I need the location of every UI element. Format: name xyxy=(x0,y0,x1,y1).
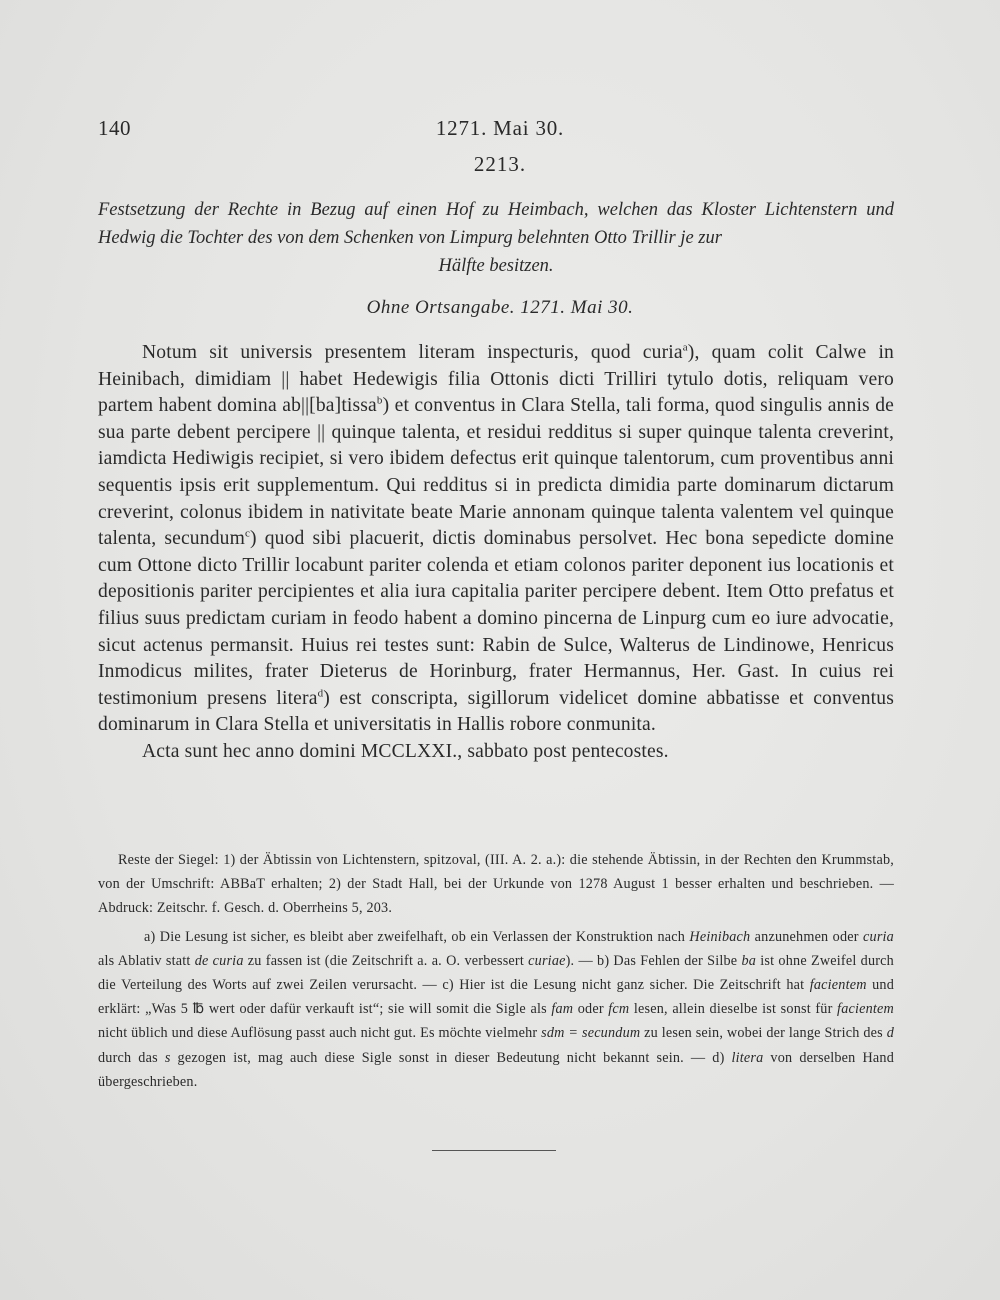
footnote-mark-a: a xyxy=(682,341,688,354)
note-text: lesen, allein dieselbe ist sonst für xyxy=(629,1001,838,1018)
note-text: zu fassen ist (die Zeitschrift a. a. O. verbessert xyxy=(243,952,529,969)
place-and-date: Ohne Ortsangabe. 1271. Mai 30. xyxy=(366,297,634,318)
text-segment: ), quam colit Calwe in Heinibach, dimidiam || habet Hedewigis filia Ottonis dicti Trilliri tytulo dotis, reliquam vero partem habent domina ab||[ba]tissa xyxy=(98,342,894,417)
apparatus-notes xyxy=(98,848,894,1094)
note-text: gezogen ist, mag auch diese Sigle sonst in dieser Bedeutung nicht bekannt sein. — d) xyxy=(170,1049,732,1066)
end-rule-divider xyxy=(432,1150,556,1151)
note-italic: s xyxy=(164,1049,171,1066)
note-text: als Ablativ statt xyxy=(98,952,195,969)
regest-last-line: Hälfte besitzen. xyxy=(438,256,554,276)
footnote-mark-d: d xyxy=(317,687,324,700)
page-number: 140 xyxy=(98,116,131,140)
document-number: 2213. xyxy=(473,152,527,176)
note-text: a) Die Lesung ist sicher, es bleibt aber zweifelhaft, ob ein Verlassen der Konstruktion nach xyxy=(144,928,690,945)
note-text: oder xyxy=(573,1001,609,1018)
dating-clause: Acta sunt hec anno domini MCCLXXI., sabbato post pentecostes. xyxy=(142,740,669,762)
note-text: ist ohne Zweifel durch die Verteilung des Worts auf zwei Zeilen verursacht. — c) Hier ist die Lesung nicht ganz sicher. Die Zeitschrift hat xyxy=(98,952,894,994)
note-text: zu lesen sein, wobei der lange Strich des xyxy=(640,1025,887,1042)
note-italic: facientem xyxy=(837,1001,894,1018)
note-italic: facientem xyxy=(809,977,867,994)
note-italic: fcm xyxy=(608,1001,630,1018)
footnote-mark-c: c xyxy=(244,527,251,540)
note-text: durch das xyxy=(98,1049,165,1066)
running-head-date: 1271. Mai 30. xyxy=(435,116,565,140)
regest-summary xyxy=(98,196,894,280)
note-italic: de curia xyxy=(194,952,244,969)
note-italic: fam xyxy=(551,1001,574,1018)
note-italic: curia xyxy=(863,928,894,945)
text-segment: Notum sit universis presentem literam inspecturis, quod curia xyxy=(142,342,683,363)
footnote-mark-b: b xyxy=(376,394,383,407)
note-italic: Heinibach xyxy=(689,928,751,945)
note-italic: curiae xyxy=(528,952,566,969)
note-text: nicht üblich und diese Auflösung passt auch nicht gut. Es möchte vielmehr xyxy=(98,1025,542,1042)
regest-text: Festsetzung der Rechte in Bezug auf einen Hof zu Heimbach, welchen das Kloster Lichtenstern und Hedwig die Tochter des von dem Schenken von Limpurg belehnten Otto Trillir je zur xyxy=(98,200,894,248)
note-italic: sdm = secundum xyxy=(541,1025,641,1042)
footnotes xyxy=(98,925,894,1094)
note-text: von derselben Hand übergeschrieben. xyxy=(98,1049,895,1090)
text-segment: ) et conventus in Clara Stella, tali forma, quod singulis annis de sua parte debent percipere || quinque talenta, et residui redditus si super quinque talenta creverint, iamdicta Hediwigis recipiet, si vero ibidem defectus erit quinque talentorum, cum proventibus anni sequentis ipsis erit supplementum. Qui redditus si in predicta dimidia parte dominarum dictarum creverint, colonus ibidem in nativitate beate Marie annonam quinque talenta valentem vel quinque talenta, secundum xyxy=(98,395,894,550)
text-segment: ) est conscripta, sigillorum videlicet domine abbatisse et conventus dominarum in Clara Stella et universitatis in Hallis robore conmunita. xyxy=(98,687,894,736)
note-text: und erklärt: „Was 5 ℔ wert oder dafür verkauft ist“; sie will somit die Sigle als xyxy=(98,977,894,1018)
text-segment: ) quod sibi placuerit, dictis dominabus persolvet. Hec bona sepedicte domine cum Ottone dicto Trillir locabunt pariter colenda et etiam colonos pariter deponent ius locationis et depositionis pariter percipientes et alia iura capitalia pariter percipere debent. Item Otto prefatus et filius suus predictam curiam in feodo habent a domino pincerna de Linpurg cum eo iure advocatie, sicut actenus permansit. Huius rei testes sunt: Rabin de Sulce, Walterus de Lindinowe, Henricus Inmodicus milites, frater Dieterus de Horinburg, frater Hermannus, Her. Gast. In cuius rei testimonium presens litera xyxy=(98,528,894,709)
note-text: ). — b) Das Fehlen der Silbe xyxy=(565,952,742,969)
charter-text xyxy=(98,340,894,766)
note-italic: d xyxy=(886,1025,894,1042)
charter-paragraph xyxy=(98,340,894,739)
seal-description: Reste der Siegel: 1) der Äbtissin von Lichtenstern, spitzoval, (III. A. 2. a.): die stehende Äbtissin, in der Rechten den Krummstab, von der Umschrift: ABBaT erhalten; 2) der Stadt Hall, bei der Urkunde von 1278 August 1 besser erhalten und beschrieben. — Abdruck: Zeitschr. f. Gesch. d. Oberrheins 5, 203. xyxy=(98,852,894,917)
note-text: anzunehmen oder xyxy=(750,928,864,945)
note-italic: litera xyxy=(731,1049,764,1066)
note-italic: ba xyxy=(741,952,757,969)
